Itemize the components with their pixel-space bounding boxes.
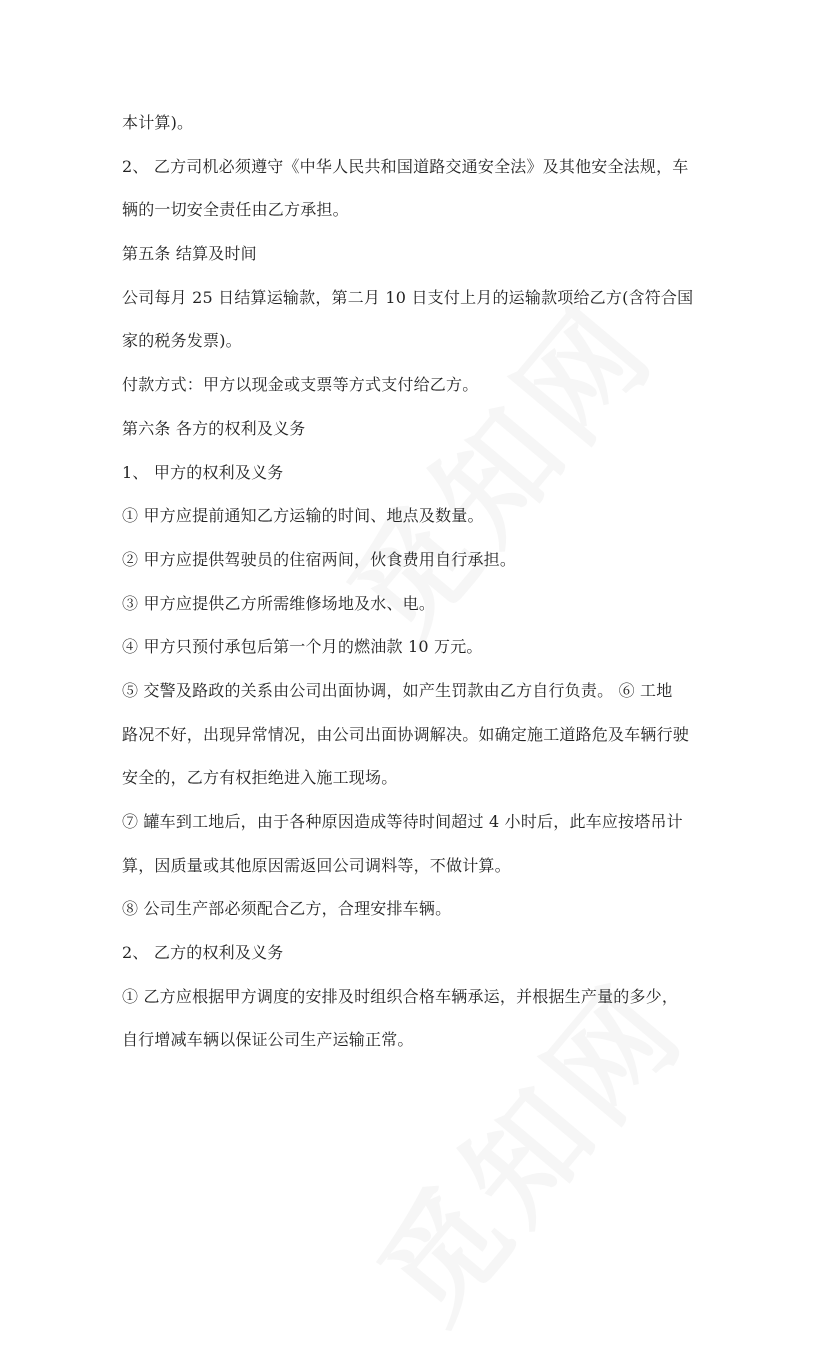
text-line: 2、 乙方司机必须遵守《中华人民共和国道路交通安全法》及其他安全法规，车 xyxy=(122,156,689,176)
document-body xyxy=(122,112,712,1073)
text-line: 辆的一切安全责任由乙方承担。 xyxy=(122,200,349,220)
text-line: ④ 甲方只预付承包后第一个月的燃油款 10 万元。 xyxy=(122,637,483,657)
text-line: 安全的，乙方有权拒绝进入施工现场。 xyxy=(122,768,398,788)
text-line: ① 乙方应根据甲方调度的安排及时组织合格车辆承运，并根据生产量的多少， xyxy=(122,986,679,1006)
text-line: 付款方式：甲方以现金或支票等方式支付给乙方。 xyxy=(122,375,479,395)
text-line: 公司每月 25 日结算运输款，第二月 10 日支付上月的运输款项给乙方(含符合国 xyxy=(122,287,694,307)
text-line: 2、 乙方的权利及义务 xyxy=(122,943,284,963)
text-line: ③ 甲方应提供乙方所需维修场地及水、电。 xyxy=(122,593,436,613)
text-line: 第六条 各方的权利及义务 xyxy=(122,418,306,438)
text-line: 本计算)。 xyxy=(122,113,194,132)
text-line: 第五条 结算及时间 xyxy=(122,244,257,264)
text-line: 算，因质量或其他原因需返回公司调料等，不做计算。 xyxy=(122,855,511,875)
text-line: 路况不好，出现异常情况，由公司出面协调解决。如确定施工道路危及车辆行驶 xyxy=(122,724,690,744)
text-line: ⑤ 交警及路政的关系由公司出面协调，如产生罚款由乙方自行负责。 ⑥ 工地 xyxy=(122,680,673,700)
text-line: ⑦ 罐车到工地后，由于各种原因造成等待时间超过 4 小时后，此车应按塔吊计 xyxy=(122,812,683,831)
text-line: ② 甲方应提供驾驶员的住宿两间，伙食费用自行承担。 xyxy=(122,549,517,569)
text-line: 自行增减车辆以保证公司生产运输正常。 xyxy=(122,1030,414,1050)
text-line: ① 甲方应提前通知乙方运输的时间、地点及数量。 xyxy=(122,506,484,526)
text-line: ⑧ 公司生产部必须配合乙方，合理安排车辆。 xyxy=(122,899,452,919)
text-line: 家的税务发票)。 xyxy=(122,331,242,351)
text-line: 1、 甲方的权利及义务 xyxy=(122,462,284,482)
